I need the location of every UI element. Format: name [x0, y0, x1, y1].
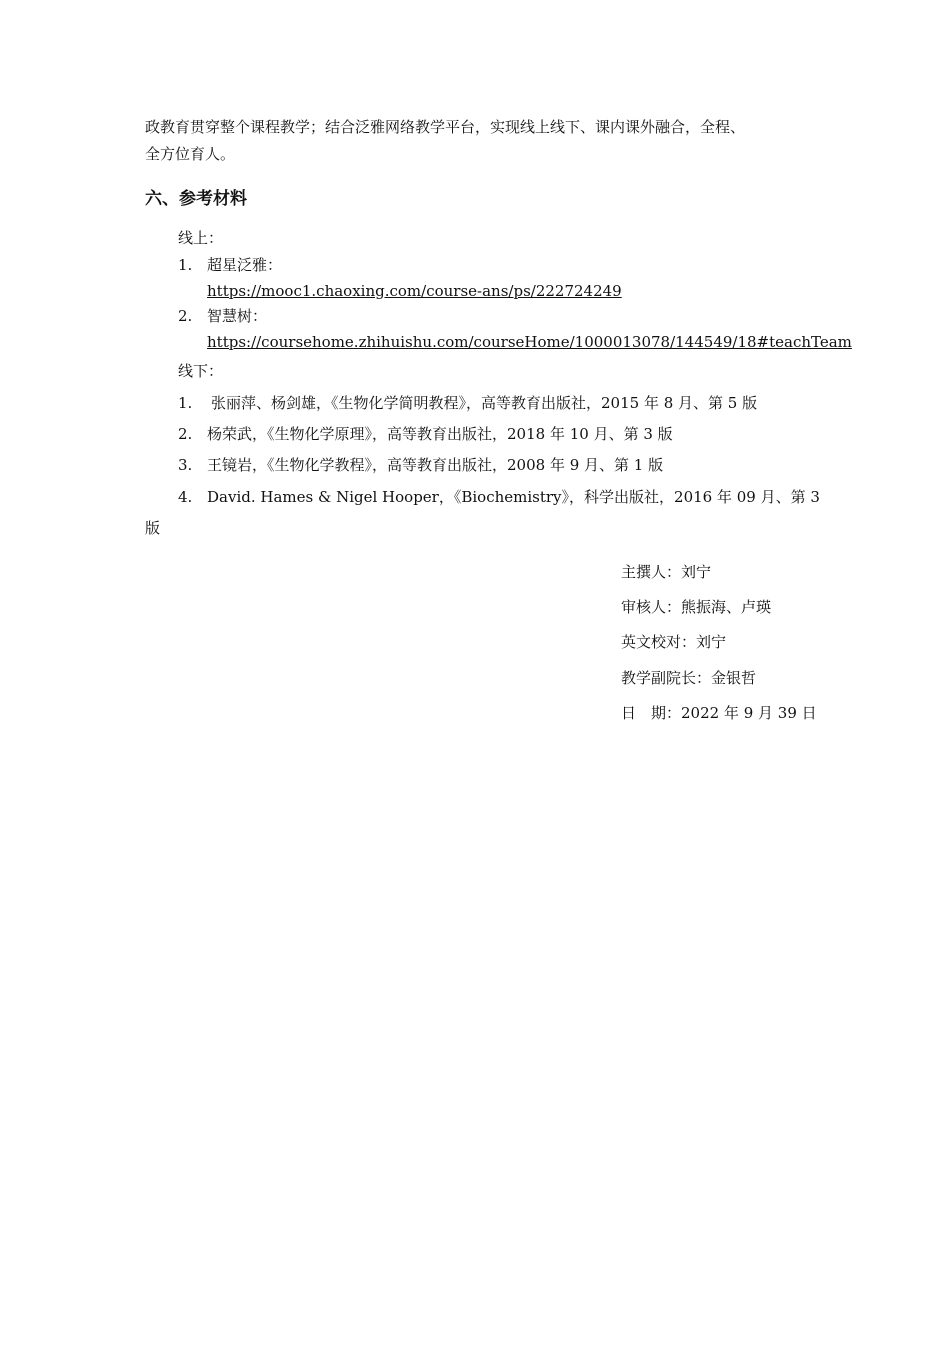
signature-reviewer: 审核人：熊振海、卢瑛	[621, 598, 772, 616]
online-label: 线上：	[178, 229, 224, 247]
offline-label: 线下：	[178, 362, 224, 380]
zhihuishu-course-link[interactable]: https://coursehome.zhihuishu.com/courseHome/1000013078/144549/18#teachTeam	[207, 333, 852, 351]
offline-item-3-number: 3.	[178, 456, 193, 474]
online-item-2-number: 2.	[178, 307, 193, 325]
offline-item-4-continuation: 版	[145, 519, 161, 537]
offline-item-2-text: 杨荣武，《生物化学原理》，高等教育出版社，2018 年 10 月、第 3 版	[207, 425, 673, 443]
offline-item-4-number: 4.	[178, 488, 193, 506]
online-item-1-name: 超星泛雅：	[207, 256, 283, 274]
offline-item-1-text: 张丽萍、杨剑雄，《生物化学简明教程》，高等教育出版社，2015 年 8 月、第 5 版	[211, 394, 758, 412]
section-title: 六、参考材料	[145, 189, 247, 209]
chaoxing-course-link[interactable]: https://mooc1.chaoxing.com/course-ans/ps/222724249	[207, 282, 622, 300]
offline-item-2-number: 2.	[178, 425, 193, 443]
online-item-2-name: 智慧树：	[207, 307, 268, 325]
signature-dean: 教学副院长：金银哲	[621, 669, 757, 687]
signature-date: 日 期：2022 年 9 月 39 日	[621, 704, 817, 722]
offline-item-1-number: 1.	[178, 394, 193, 412]
intro-line-1: 政教育贯穿整个课程教学；结合泛雅网络教学平台，实现线上线下、课内课外融合，全程、	[145, 118, 746, 136]
online-item-1-number: 1.	[178, 256, 193, 274]
offline-item-4-text: David. Hames & Nigel Hooper，《Biochemistry》，科学出版社，2016 年 09 月、第 3	[207, 488, 820, 506]
online-item-2-link-wrap	[207, 332, 852, 352]
offline-item-3-text: 王镜岩，《生物化学教程》，高等教育出版社，2008 年 9 月、第 1 版	[207, 456, 664, 474]
online-item-1-link-wrap	[207, 281, 622, 301]
signature-proofreader: 英文校对：刘宁	[621, 633, 727, 651]
signature-author: 主撰人：刘宁	[621, 563, 712, 581]
intro-line-2: 全方位育人。	[145, 145, 236, 163]
